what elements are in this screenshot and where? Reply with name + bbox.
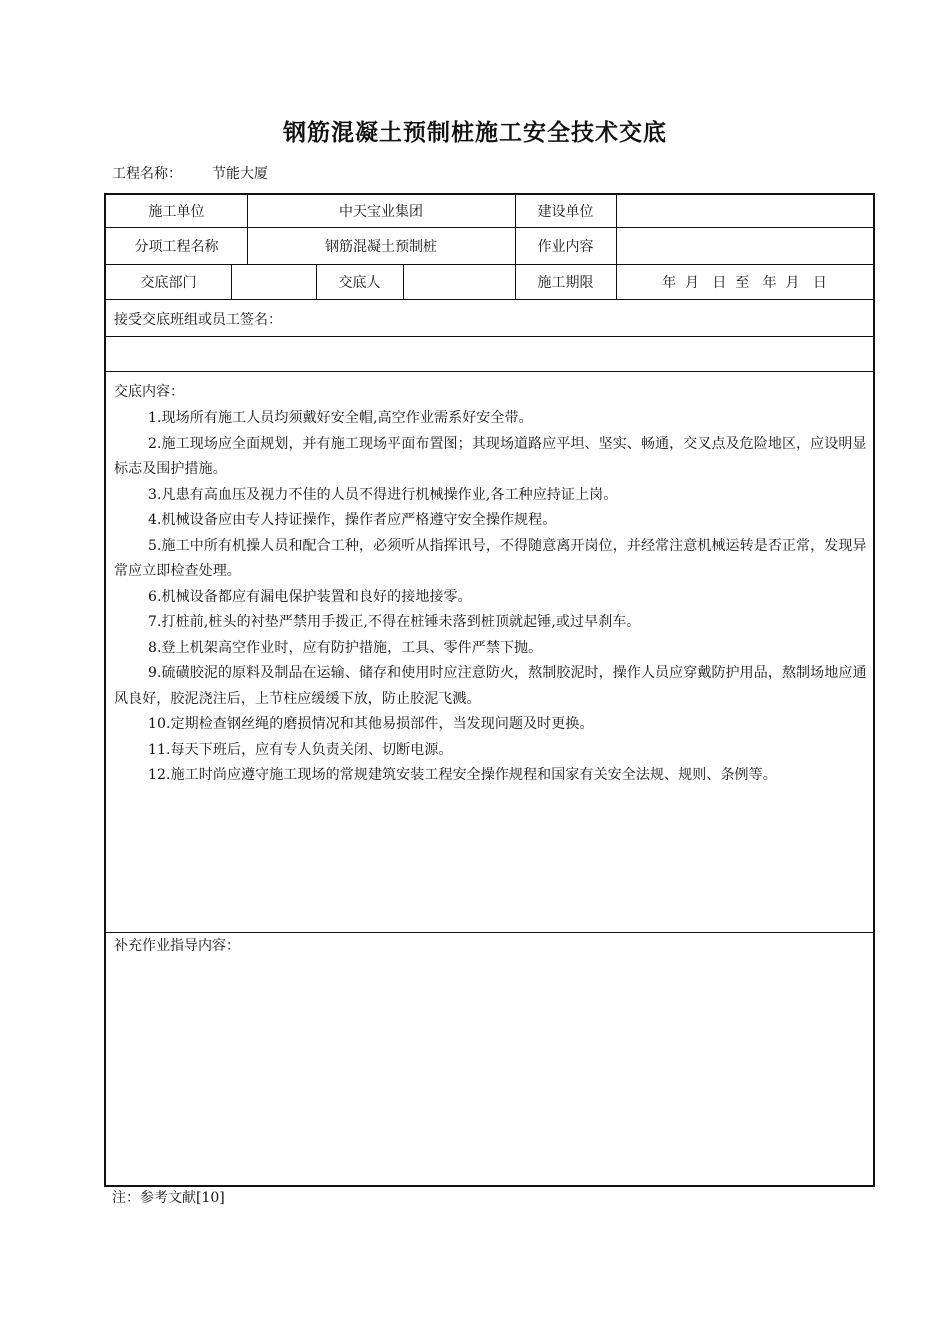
- work-content-label: 作业内容: [537, 238, 594, 255]
- content-item: 1.现场所有施工人员均须戴好安全帽,高空作业需系好安全带。: [148, 410, 533, 426]
- disclosure-person-value: [403, 264, 515, 299]
- construction-period-label: 施工期限: [537, 274, 594, 291]
- content-item: 12.施工时尚应遵守施工现场的常规建筑安装工程安全操作规程和国家有关安全法规、规则、条例等。: [148, 767, 777, 783]
- content-item: 2.施工现场应全面规划，并有施工现场平面布置图；其现场道路应平坦、坚实、畅通，交叉点及危险地区，应设明显标志及围护措施。: [114, 435, 867, 477]
- construction-unit-label: 施工单位: [148, 204, 205, 220]
- document-title: 钢筋混凝土预制桩施工安全技术交底: [283, 119, 667, 146]
- content-item: 4.机械设备应由专人持证操作，操作者应严格遵守安全操作规程。: [148, 512, 557, 528]
- content-item: 6.机械设备都应有漏电保护装置和良好的接地接零。: [148, 588, 472, 605]
- work-content-value: [616, 227, 873, 264]
- owner-unit-label: 建设单位: [537, 204, 594, 220]
- content-item: 3.凡患有高血压及视力不佳的人员不得进行机械操作业,各工种应持证上岗。: [148, 486, 618, 503]
- disclosure-person-label: 交底人: [338, 274, 381, 291]
- project-name-line: [112, 163, 268, 183]
- disclosure-dept-value: [231, 264, 316, 299]
- content-item: 5.施工中所有机操人员和配合工种，必须听从指挥讯号，不得随意离开岗位，并经常注意机械运转是否正常，发现异常应立即检查处理。: [114, 537, 867, 579]
- reference-note: 注：参考文献[10]: [112, 1190, 225, 1206]
- construction-period-value: 年 月 日 至 年 月 日: [662, 274, 827, 291]
- supplement-label: 补充作业指导内容：: [114, 938, 240, 954]
- disclosure-content-list: [114, 406, 874, 789]
- content-item: 8.登上机架高空作业时，应有防护措施，工具、零件严禁下抛。: [148, 639, 543, 656]
- signature-label: 接受交底班组或员工签名：: [114, 312, 282, 328]
- content-item: 11.每天下班后，应有专人负责关闭、切断电源。: [148, 741, 453, 758]
- project-name-label: 工程名称：: [112, 166, 182, 182]
- disclosure-form-table: [104, 193, 875, 1187]
- sub-project-label: 分项工程名称: [134, 238, 219, 255]
- construction-unit-value: 中天宝业集团: [339, 204, 423, 220]
- owner-unit-value: [616, 195, 873, 227]
- content-item: 10.定期检查钢丝绳的磨损情况和其他易损部件，当发现问题及时更换。: [148, 716, 594, 732]
- project-name-value: 节能大厦: [212, 166, 268, 182]
- content-item: 9.硫磺胶泥的原料及制品在运输、储存和使用时应注意防火，熬制胶泥时，操作人员应穿戴防护用品，熬制场地应通风良好，胶泥浇注后，上节柱应缓缓下放，防止胶泥飞溅。: [114, 665, 867, 707]
- sub-project-value: 钢筋混凝土预制桩: [325, 238, 437, 255]
- disclosure-dept-label: 交底部门: [140, 274, 197, 291]
- content-label: 交底内容：: [114, 384, 184, 400]
- content-item: 7.打桩前,桩头的衬垫严禁用手拨正,不得在桩锤未落到桩顶就起锤,或过早刹车。: [148, 614, 641, 630]
